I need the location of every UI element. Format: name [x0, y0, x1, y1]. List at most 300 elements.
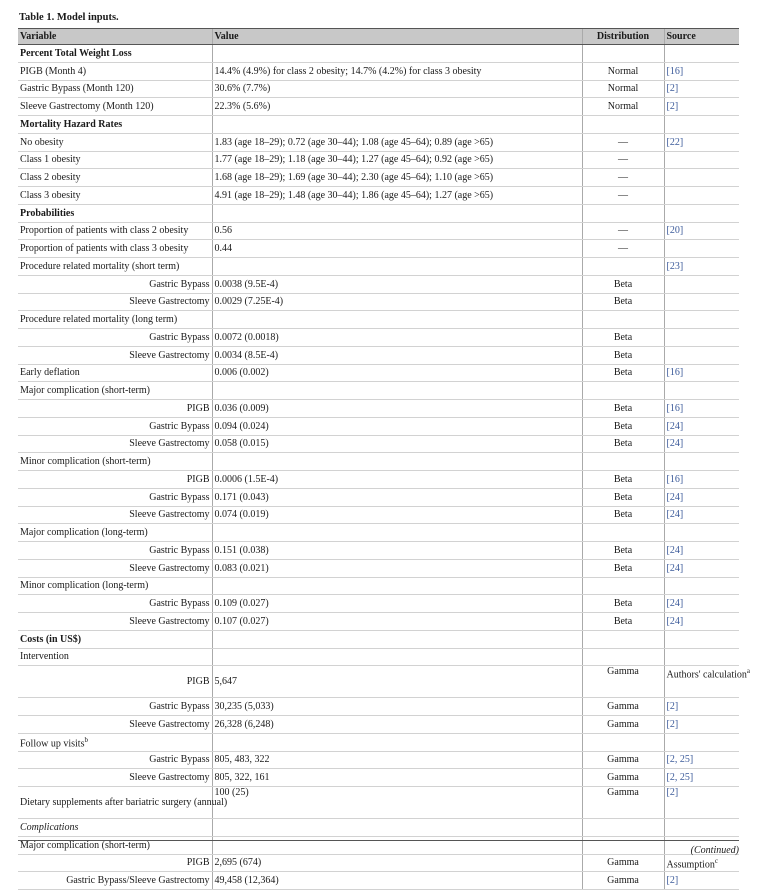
cell-distribution: Gamma [582, 787, 664, 819]
cell-value: 1.83 (age 18–29); 0.72 (age 30–44); 1.08 (age 45–64); 0.89 (age >65) [212, 133, 582, 151]
cell-distribution [582, 311, 664, 329]
cell-variable [18, 506, 212, 524]
reference-link[interactable]: [24] [666, 544, 684, 556]
cell-variable [18, 222, 212, 240]
cell-distribution: — [582, 222, 664, 240]
cell-value: 0.0034 (8.5E-4) [212, 346, 582, 364]
cell-value [212, 311, 582, 329]
cell-source[interactable] [664, 716, 739, 734]
reference-link[interactable]: [16] [666, 367, 684, 379]
variable-text: Gastric Bypass/Sleeve Gastrectomy [66, 875, 210, 887]
cell-variable [18, 151, 212, 169]
table-row [18, 506, 739, 524]
cell-distribution: Gamma [582, 698, 664, 716]
table-row [18, 169, 739, 187]
reference-link[interactable]: [24] [666, 420, 684, 432]
variable-text: PIGB [186, 473, 210, 485]
cell-distribution: Beta [582, 400, 664, 418]
cell-value: 0.0029 (7.25E-4) [212, 293, 582, 311]
cell-value: 0.171 (0.043) [212, 488, 582, 506]
cell-source[interactable] [664, 364, 739, 382]
table-row [18, 577, 739, 595]
cell-variable [18, 116, 212, 134]
cell-value: 0.151 (0.038) [212, 542, 582, 560]
cell-value: 0.094 (0.024) [212, 417, 582, 435]
variable-text: Gastric Bypass [149, 754, 210, 766]
cell-distribution: Beta [582, 293, 664, 311]
table-row [18, 311, 739, 329]
cell-source[interactable] [664, 98, 739, 116]
variable-text: Gastric Bypass [149, 598, 210, 610]
cell-source [664, 187, 739, 205]
cell-source [664, 204, 739, 222]
cell-value: 1.77 (age 18–29); 1.18 (age 30–44); 1.27 (age 45–64); 0.92 (age >65) [212, 151, 582, 169]
reference-link[interactable]: [24] [666, 491, 684, 503]
table-header-row [18, 29, 739, 45]
cell-source[interactable] [664, 62, 739, 80]
variable-text: Gastric Bypass (Month 120) [20, 83, 134, 95]
reference-link[interactable]: [2, 25] [666, 772, 694, 784]
table-row [18, 648, 739, 666]
reference-link[interactable]: [24] [666, 615, 684, 627]
cell-variable [18, 751, 212, 769]
table-row [18, 542, 739, 560]
cell-source[interactable] [664, 542, 739, 560]
cell-variable [18, 471, 212, 489]
table-bottom-rule [18, 840, 739, 841]
header-variable: Variable [18, 29, 212, 45]
cell-distribution: — [582, 133, 664, 151]
cell-variable [18, 417, 212, 435]
cell-distribution: Beta [582, 506, 664, 524]
variable-text: PIGB [186, 676, 210, 688]
cell-variable [18, 787, 228, 819]
variable-text: Major complication (short-term) [20, 839, 150, 851]
variable-text: PIGB [186, 857, 210, 869]
footnote-marker: b [84, 735, 88, 744]
cell-variable [18, 80, 212, 98]
cell-value: 49,458 (12,364) [212, 872, 582, 890]
cell-value [212, 524, 582, 542]
cell-source [664, 293, 739, 311]
variable-text: Probabilities [20, 207, 75, 219]
variable-text: Class 3 obesity [20, 189, 81, 201]
cell-distribution: Beta [582, 542, 664, 560]
reference-link[interactable]: [24] [666, 562, 684, 574]
table-row [18, 382, 739, 400]
cell-source[interactable] [664, 488, 739, 506]
cell-distribution: Beta [582, 488, 664, 506]
cell-variable [18, 400, 212, 418]
cell-value: 805, 322, 161 [212, 769, 582, 787]
reference-link[interactable]: [2] [666, 718, 679, 730]
table-row [18, 258, 739, 276]
table-row [18, 116, 739, 134]
cell-source[interactable] [664, 80, 739, 98]
table-row [18, 751, 739, 769]
table-row [18, 733, 739, 751]
cell-distribution [582, 630, 664, 648]
cell-value [212, 819, 582, 837]
cell-variable [18, 872, 212, 890]
cell-variable [18, 716, 212, 734]
source-text: Authors' calculation [666, 669, 747, 681]
reference-link[interactable]: [20] [666, 225, 684, 237]
cell-distribution: Beta [582, 275, 664, 293]
cell-variable [18, 240, 212, 258]
variable-text: Mortality Hazard Rates [20, 118, 123, 130]
cell-value: 0.074 (0.019) [212, 506, 582, 524]
cell-source [664, 733, 739, 751]
cell-source [664, 240, 739, 258]
cell-variable [18, 169, 212, 187]
cell-variable [18, 488, 212, 506]
cell-variable [18, 559, 212, 577]
cell-value [212, 258, 582, 276]
cell-distribution: Gamma [582, 769, 664, 787]
table-row [18, 80, 739, 98]
cell-variable [18, 819, 212, 837]
cell-distribution: — [582, 169, 664, 187]
cell-source [664, 453, 739, 471]
table-row [18, 98, 739, 116]
variable-text: Early deflation [20, 367, 80, 379]
table-row [18, 488, 739, 506]
table-row [18, 769, 739, 787]
variable-text: Sleeve Gastrectomy [129, 718, 210, 730]
reference-link[interactable]: [24] [666, 509, 684, 521]
cell-distribution: Gamma [582, 751, 664, 769]
cell-value: 0.44 [212, 240, 582, 258]
variable-text: No obesity [20, 136, 64, 148]
variable-text: Sleeve Gastrectomy (Month 120) [20, 101, 154, 113]
cell-distribution: Gamma [582, 716, 664, 734]
table-row [18, 630, 739, 648]
variable-text: Intervention [20, 651, 69, 663]
table-caption: Table 1. Model inputs. [19, 12, 119, 23]
cell-source[interactable] [664, 613, 739, 631]
table-row [18, 471, 739, 489]
cell-distribution: Beta [582, 435, 664, 453]
cell-source [664, 275, 739, 293]
cell-variable [18, 133, 212, 151]
reference-link[interactable]: [16] [666, 65, 684, 77]
footnote-marker: c [714, 856, 718, 865]
variable-text: Class 1 obesity [20, 154, 81, 166]
cell-variable [18, 595, 212, 613]
variable-text: Major complication (short-term) [20, 385, 150, 397]
cell-source[interactable] [664, 698, 739, 716]
cell-variable [18, 435, 212, 453]
table-row [18, 613, 739, 631]
cell-variable [18, 524, 212, 542]
cell-source [664, 630, 739, 648]
cell-value: 14.4% (4.9%) for class 2 obesity; 14.7% (4.2%) for class 3 obesity [212, 62, 582, 80]
cell-variable [18, 346, 212, 364]
reference-link[interactable]: [16] [666, 473, 684, 485]
cell-source [664, 382, 739, 400]
cell-distribution [582, 45, 664, 63]
cell-value: 805, 483, 322 [212, 751, 582, 769]
cell-value: 1.68 (age 18–29); 1.69 (age 30–44); 2.30 (age 45–64); 1.10 (age >65) [212, 169, 582, 187]
cell-source[interactable] [664, 751, 739, 769]
cell-value: 0.083 (0.021) [212, 559, 582, 577]
cell-distribution: Gamma [582, 872, 664, 890]
cell-value: 0.036 (0.009) [212, 400, 582, 418]
cell-distribution [582, 116, 664, 134]
table-row [18, 787, 739, 819]
variable-text: Gastric Bypass [149, 491, 210, 503]
table-row [18, 45, 739, 63]
table-row [18, 275, 739, 293]
cell-value: 26,328 (6,248) [212, 716, 582, 734]
table-row [18, 240, 739, 258]
table-row [18, 364, 739, 382]
cell-value: 100 (25) [212, 787, 582, 819]
reference-link[interactable]: [2] [666, 83, 679, 95]
continued-note: (Continued) [690, 845, 739, 856]
source-text: Assumption [666, 859, 715, 871]
cell-variable [18, 453, 212, 471]
variable-text: Sleeve Gastrectomy [129, 562, 210, 574]
cell-source[interactable] [664, 769, 739, 787]
reference-link[interactable]: [24] [666, 598, 684, 610]
cell-value: 4.91 (age 18–29); 1.48 (age 30–44); 1.86 (age 45–64); 1.27 (age >65) [212, 187, 582, 205]
cell-distribution [582, 733, 664, 751]
cell-variable [18, 577, 212, 595]
table-row [18, 716, 739, 734]
cell-variable [18, 648, 212, 666]
table-row [18, 666, 739, 698]
cell-source[interactable] [664, 506, 739, 524]
table-row [18, 559, 739, 577]
table-row [18, 698, 739, 716]
cell-source[interactable] [664, 258, 739, 276]
cell-distribution [582, 258, 664, 276]
cell-value [212, 382, 582, 400]
table-row [18, 435, 739, 453]
table-body [18, 45, 750, 890]
cell-variable [18, 666, 212, 698]
reference-link[interactable]: [2, 25] [666, 754, 694, 766]
cell-source[interactable] [664, 133, 739, 151]
cell-source[interactable] [664, 559, 739, 577]
cell-source [664, 311, 739, 329]
cell-distribution: — [582, 240, 664, 258]
table-row [18, 524, 739, 542]
cell-source[interactable] [664, 400, 739, 418]
cell-value: 0.109 (0.027) [212, 595, 582, 613]
cell-source [664, 45, 739, 63]
cell-distribution: Beta [582, 595, 664, 613]
cell-distribution: Beta [582, 417, 664, 435]
table-row [18, 872, 739, 890]
cell-variable [18, 329, 212, 347]
cell-variable [18, 382, 212, 400]
table-row [18, 151, 739, 169]
cell-value [212, 836, 582, 854]
cell-distribution: Beta [582, 613, 664, 631]
cell-value: 0.006 (0.002) [212, 364, 582, 382]
variable-text: Gastric Bypass [149, 701, 210, 713]
reference-link[interactable]: [22] [666, 136, 684, 148]
variable-text: Procedure related mortality (long term) [20, 314, 178, 326]
cell-source[interactable] [664, 595, 739, 613]
table-row [18, 62, 739, 80]
variable-text: Complications [20, 821, 79, 833]
variable-text: Minor complication (short-term) [20, 456, 151, 468]
table-row [18, 595, 739, 613]
cell-variable [18, 187, 212, 205]
variable-text: PIGB [186, 402, 210, 414]
variable-text: Sleeve Gastrectomy [129, 509, 210, 521]
variable-text: Proportion of patients with class 3 obesity [20, 243, 189, 255]
table-row [18, 819, 739, 837]
cell-distribution: Normal [582, 62, 664, 80]
cell-variable [18, 293, 212, 311]
cell-distribution: — [582, 151, 664, 169]
cell-variable [18, 542, 212, 560]
cell-distribution: Beta [582, 346, 664, 364]
variable-text: Class 2 obesity [20, 172, 81, 184]
cell-value [212, 45, 582, 63]
cell-distribution: Normal [582, 80, 664, 98]
variable-text: Gastric Bypass [149, 544, 210, 556]
variable-text: Minor complication (long-term) [20, 580, 149, 592]
variable-text: Gastric Bypass [149, 420, 210, 432]
variable-text: Proportion of patients with class 2 obesity [20, 225, 189, 237]
cell-distribution [582, 819, 664, 837]
cell-distribution: — [582, 187, 664, 205]
variable-text: PIGB (Month 4) [20, 65, 87, 77]
cell-variable [18, 698, 212, 716]
cell-distribution: Beta [582, 559, 664, 577]
cell-source [664, 524, 739, 542]
cell-variable [18, 613, 212, 631]
variable-text: Costs (in US$) [20, 633, 82, 645]
cell-source[interactable] [664, 787, 739, 819]
reference-link[interactable]: [2] [666, 701, 679, 713]
variable-text: Follow up visits [20, 738, 85, 750]
table-row [18, 854, 739, 872]
variable-text: Sleeve Gastrectomy [129, 349, 210, 361]
reference-link[interactable]: [2] [666, 875, 679, 887]
cell-value [212, 453, 582, 471]
cell-distribution [582, 382, 664, 400]
table-row [18, 293, 739, 311]
cell-value [212, 116, 582, 134]
cell-distribution: Beta [582, 364, 664, 382]
reference-link[interactable]: [2] [666, 101, 679, 113]
cell-source [664, 577, 739, 595]
cell-value: 30,235 (5,033) [212, 698, 582, 716]
table-row [18, 187, 739, 205]
variable-text: Procedure related mortality (short term) [20, 260, 180, 272]
cell-distribution: Beta [582, 471, 664, 489]
footnote-marker: a [746, 667, 750, 676]
header-source: Source [664, 29, 739, 45]
cell-source[interactable] [664, 471, 739, 489]
table-row [18, 346, 739, 364]
cell-source[interactable] [664, 435, 739, 453]
cell-distribution: Gamma [582, 666, 664, 698]
cell-source[interactable] [664, 222, 739, 240]
cell-source [664, 329, 739, 347]
cell-value: 22.3% (5.6%) [212, 98, 582, 116]
cell-distribution [582, 648, 664, 666]
table-row [18, 400, 739, 418]
cell-source[interactable] [664, 417, 739, 435]
cell-value [212, 630, 582, 648]
cell-value: 0.058 (0.015) [212, 435, 582, 453]
variable-text: Major complication (long-term) [20, 527, 148, 539]
table-row [18, 204, 739, 222]
reference-link[interactable]: [16] [666, 402, 684, 414]
cell-distribution [582, 836, 664, 854]
header-value: Value [212, 29, 582, 45]
cell-source [664, 819, 739, 837]
cell-distribution [582, 577, 664, 595]
cell-source [664, 151, 739, 169]
reference-link[interactable]: [23] [666, 260, 684, 272]
cell-distribution [582, 204, 664, 222]
cell-value [212, 577, 582, 595]
cell-variable [18, 630, 212, 648]
cell-variable [18, 311, 212, 329]
table-row [18, 222, 739, 240]
reference-link[interactable]: [2] [666, 787, 679, 798]
cell-distribution: Normal [582, 98, 664, 116]
cell-value: 0.0038 (9.5E-4) [212, 275, 582, 293]
cell-variable [18, 62, 212, 80]
variable-text: Dietary supplements after bariatric surgery (annual) [20, 797, 228, 808]
variable-text: Sleeve Gastrectomy [129, 438, 210, 450]
cell-variable [18, 275, 212, 293]
table-row [18, 836, 739, 854]
cell-source [664, 666, 750, 698]
cell-source [664, 648, 739, 666]
cell-source [664, 116, 739, 134]
model-inputs-table [18, 28, 750, 890]
cell-distribution [582, 524, 664, 542]
cell-variable [18, 836, 212, 854]
cell-variable [18, 98, 212, 116]
cell-variable [18, 258, 212, 276]
variable-text: Gastric Bypass [149, 278, 210, 290]
table-row [18, 329, 739, 347]
cell-source [664, 854, 739, 872]
cell-variable [18, 854, 212, 872]
reference-link[interactable]: [24] [666, 438, 684, 450]
cell-variable [18, 364, 212, 382]
header-distribution: Distribution [582, 29, 664, 45]
variable-text: Sleeve Gastrectomy [129, 772, 210, 784]
cell-distribution: Gamma [582, 854, 664, 872]
cell-source [664, 346, 739, 364]
table-row [18, 417, 739, 435]
cell-source[interactable] [664, 872, 739, 890]
cell-variable [18, 45, 212, 63]
cell-distribution [582, 453, 664, 471]
cell-value: 0.107 (0.027) [212, 613, 582, 631]
variable-text: Sleeve Gastrectomy [129, 296, 210, 308]
cell-value: 2,695 (674) [212, 854, 582, 872]
cell-value: 0.0006 (1.5E-4) [212, 471, 582, 489]
cell-variable [18, 769, 212, 787]
table-row [18, 133, 739, 151]
variable-text: Percent Total Weight Loss [20, 47, 132, 59]
table-row [18, 453, 739, 471]
